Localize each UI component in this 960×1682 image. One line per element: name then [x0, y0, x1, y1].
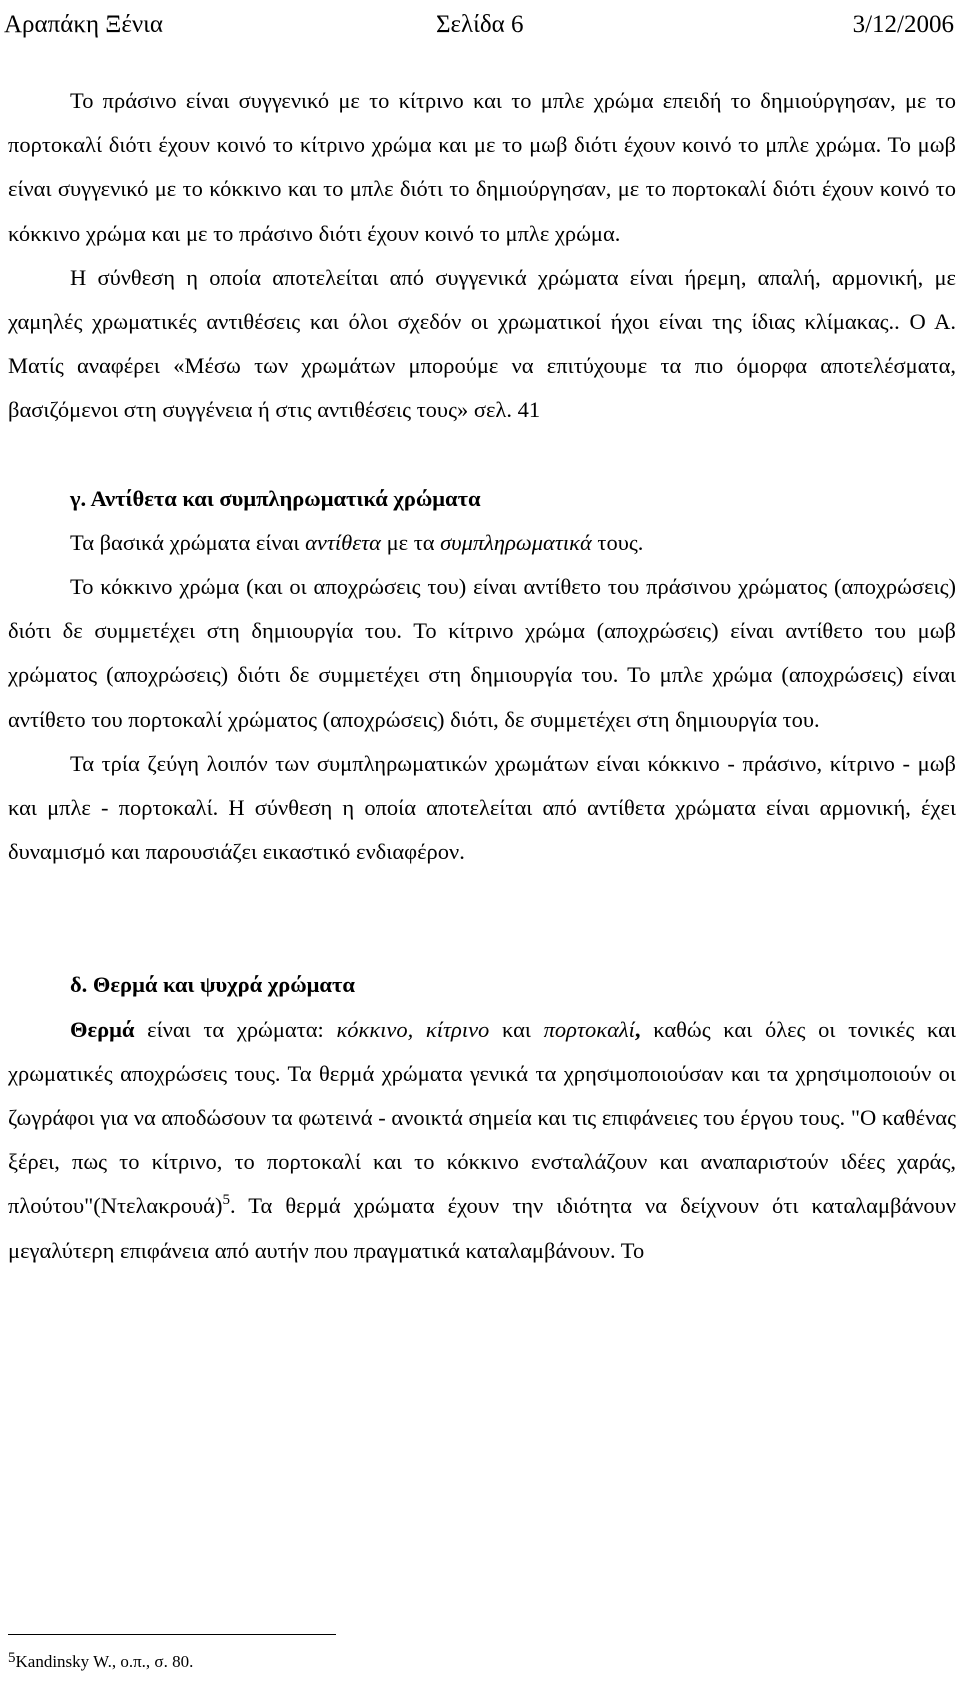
paragraph-related-colors: Το πράσινο είναι συγγενικό με το κίτρινο και το μπλε χρώμα επειδή το δημιούργησαν, με το πορτοκαλί διότι έχουν κοινό το κίτρινο χρώμα και με το μωβ διότι έχουν κοινό το μπλε χρώμα. Το μωβ είναι συγγενικό με το κόκκινο και το μπλε διότι το δημιούργησαν, με το πορτοκαλί διότι έχουν κοινό το κόκκινο χρώμα και με το πράσινο διότι έχουν κοινό το μπλε χρώμα. — [8, 88, 956, 246]
footnote-separator — [8, 1634, 336, 1635]
paragraph-complementary-intro: Τα βασικά χρώματα είναι αντίθετα με τα συμπληρωματικά τους. — [70, 529, 644, 555]
footnote-reference: 5 — [222, 1192, 230, 1209]
header-page-number: Σελίδα 6 — [436, 11, 524, 38]
footnote — [8, 1650, 193, 1674]
footnote-number: 5 — [8, 1650, 16, 1666]
paragraph-complementary-pairs: Το κόκκινο χρώμα (και οι αποχρώσεις του) είναι αντίθετο του πράσινου χρώματος (αποχρώσεις) διότι δε συμμετέχει στη δημιουργία του. Το κίτρινο χρώμα (αποχρώσεις) είναι αντίθετο του μωβ χρώματος (αποχρώσεις) διότι δε συμμετέχει στη δημιουργία του. Το μπλε χρώμα (αποχρώσεις) είναι αντίθετο του πορτοκαλί χρώματος (αποχρώσεις) διότι, δε συμμετέχει στη δημιουργία του. — [8, 574, 956, 732]
section-heading-warm-cool: δ. Θερμά και ψυχρά χρώματα — [70, 972, 355, 998]
document-body — [8, 79, 956, 1273]
footnote-text: Kandinsky W., ο.π., σ. 80. — [15, 1652, 194, 1671]
section-heading-complementary: γ. Αντίθετα και συμπληρωματικά χρώματα — [70, 485, 481, 511]
paragraph-related-composition: Η σύνθεση η οποία αποτελείται από συγγενικά χρώματα είναι ήρεμη, απαλή, αρμονική, με χαμηλές χρωματικές αντιθέσεις και όλοι σχεδόν οι χρωματικοί ήχοι είναι της ίδιας κλίμακας.. Ο Α. Ματίς αναφέρει «Μέσω των χρωμάτων μπορούμε να επιτύχουμε τα πιο όμορφα αποτελέσματα, βασιζόμενοι στη συγγένεια ή στις αντιθέσεις τους» σελ. 41 — [8, 264, 956, 423]
header-date: 3/12/2006 — [852, 11, 954, 38]
paragraph-complementary-summary: Τα τρία ζεύγη λοιπόν των συμπληρωματικών χρωμάτων είναι κόκκινο - πράσινο, κίτρινο - μωβ και μπλε - πορτοκαλί. Η σύνθεση η οποία αποτελείται από αντίθετα χρώματα είναι αρμονική, έχει δυναμισμό και παρουσιάζει εικαστικό ενδιαφέρον. — [8, 750, 956, 865]
header-author: Αραπάκη Ξένια — [4, 11, 163, 38]
paragraph-warm-colors: Θερμά είναι τα χρώματα: κόκκινο, κίτρινο και πορτοκαλί, καθώς και όλες οι τονικές και χρωματικές αποχρώσεις τους. Τα θερμά χρώματα γενικά τα χρησιμοποιούσαν και τα χρησιμοποιούν οι ζωγράφοι για να αποδώσουν τα φωτεινά - ανοικτά σημεία και τις επιφάνειες του έργου τους. "Ο καθένας ξέρει, πως το κίτρινο, το πορτοκαλί και το κόκκινο ενσταλάζουν και αναπαριστούν ιδέες χαράς, $\pi\lambda oύ\tau o\upsilon"(N\tau\varepsilon\lambda\alpha\kappa\rho o\upsilon ά)^5$. Τα θερμά χρώματα έχουν την ιδιότητα να δείχνουν ότι καταλαμβάνουν μεγαλύτερη επιφάνεια από αυτήν που πραγματικά καταλαμβάνουν. Το — [8, 1016, 956, 1263]
page-header — [4, 10, 954, 40]
